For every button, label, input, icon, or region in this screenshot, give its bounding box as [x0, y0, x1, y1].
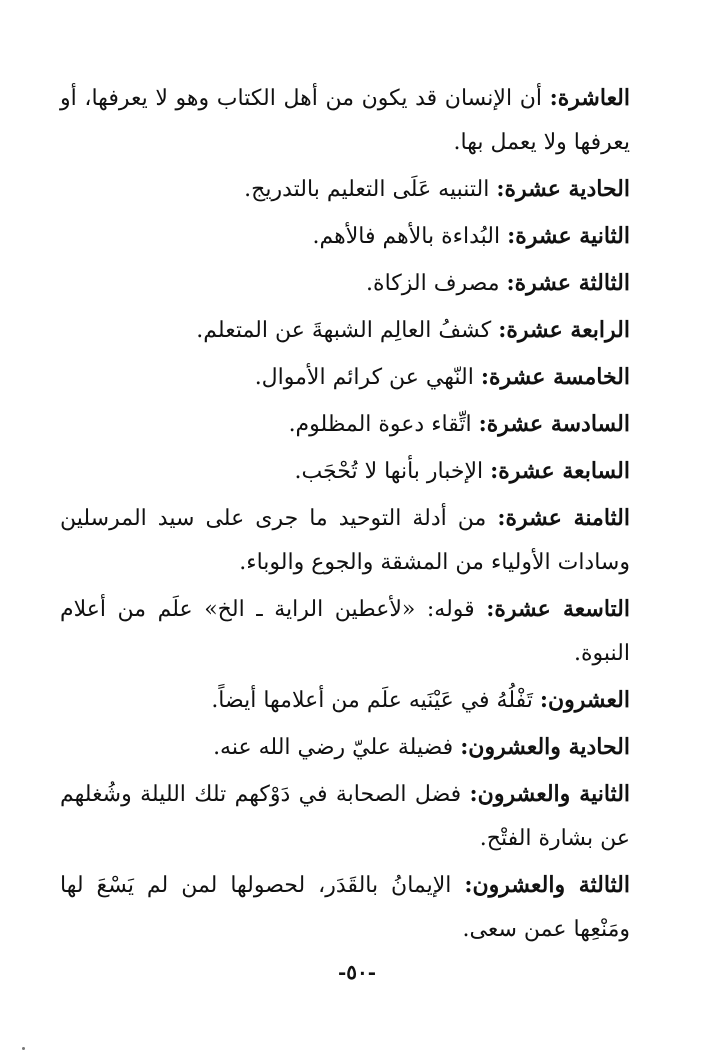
- item-heading: الخامسة عشرة:: [480, 364, 630, 390]
- list-item: [60, 587, 630, 676]
- item-text: تَفْلُهُ في عَيْنَيه علَم من أعلامها أيضاً.: [211, 688, 533, 713]
- item-text: كشفُ العالِم الشبهةَ عن المتعلم.: [196, 318, 492, 343]
- item-text: النّهي عن كرائم الأموال.: [254, 365, 474, 390]
- scan-speck: [22, 1047, 25, 1050]
- list-item: [60, 772, 630, 861]
- item-text: الإيمانُ بالقَدَر، لحصولها لمن لم يَسْعَ لها ومَنْعِها عمن سعى.: [60, 873, 630, 942]
- list-item: [60, 308, 630, 353]
- item-heading: التاسعة عشرة:: [486, 596, 631, 622]
- item-text: أن الإنسان قد يكون من أهل الكتاب وهو لا يعرفها، أو يعرفها ولا يعمل بها.: [60, 86, 630, 155]
- item-heading: العاشرة:: [549, 85, 630, 111]
- item-heading: الثامنة عشرة:: [497, 505, 630, 531]
- item-heading: السابعة عشرة:: [490, 458, 630, 484]
- item-text: التنبيه عَلَى التعليم بالتدريج.: [244, 177, 490, 202]
- item-text: قوله: «لأعطين الراية ـ الخ» علَم من أعلام النبوة.: [60, 597, 630, 666]
- list-item: [60, 725, 630, 770]
- list-item: [60, 402, 630, 447]
- item-text: فضل الصحابة في دَوْكهم تلك الليلة وشُغلهم عن بشارة الفتْح.: [60, 782, 630, 851]
- item-text: من أدلة التوحيد ما جرى على سيد المرسلين وسادات الأولياء من المشقة والجوع والوباء.: [60, 506, 630, 575]
- item-text: البُداءة بالأهم فالأهم.: [312, 224, 501, 249]
- item-text: فضيلة عليّ رضي الله عنه.: [213, 735, 454, 760]
- list-item: [60, 76, 630, 165]
- list-item: [60, 167, 630, 212]
- item-heading: الثالثة والعشرون:: [464, 872, 630, 898]
- item-text: الإخبار بأنها لا تُحْجَب.: [294, 459, 484, 484]
- list-item: [60, 214, 630, 259]
- item-text: مصرف الزكاة.: [366, 271, 500, 296]
- list-item: [60, 261, 630, 306]
- page-content: [60, 76, 630, 954]
- item-heading: السادسة عشرة:: [478, 411, 630, 437]
- list-item: [60, 863, 630, 952]
- item-heading: الثانية والعشرون:: [469, 781, 631, 807]
- item-text: اتِّقاء دعوة المظلوم.: [288, 412, 472, 437]
- list-item: [60, 678, 630, 723]
- list-item: [60, 449, 630, 494]
- list-item: [60, 496, 630, 585]
- item-heading: العشرون:: [539, 687, 630, 713]
- list-item: [60, 355, 630, 400]
- item-heading: الثانية عشرة:: [507, 223, 630, 249]
- item-heading: الثالثة عشرة:: [506, 270, 630, 296]
- item-heading: الحادية عشرة:: [496, 176, 630, 202]
- page-number: -٥٠-: [337, 960, 377, 984]
- item-heading: الرابعة عشرة:: [498, 317, 630, 343]
- item-heading: الحادية والعشرون:: [460, 734, 630, 760]
